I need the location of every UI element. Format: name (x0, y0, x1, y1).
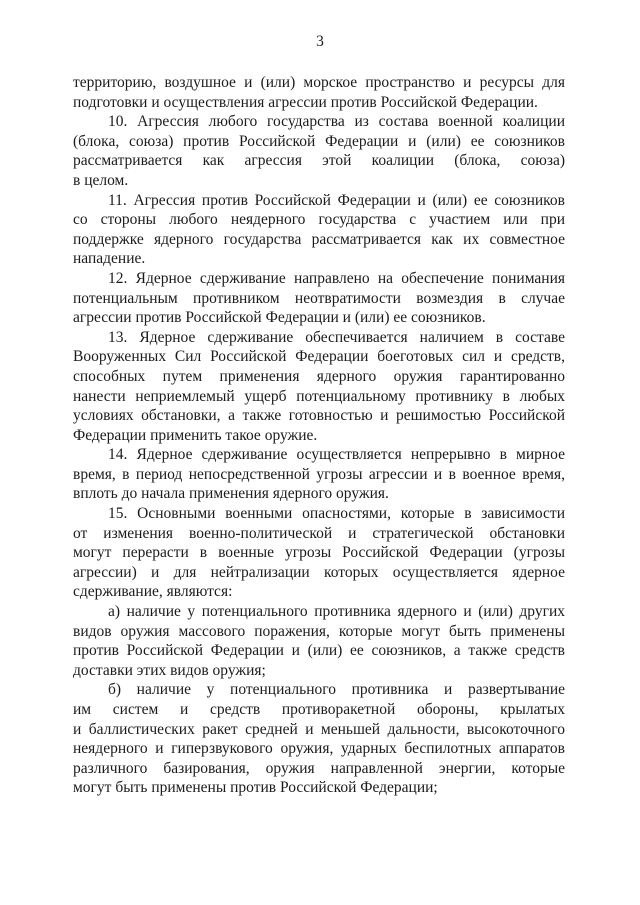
text-line: Федерации применить такое оружие. (73, 426, 318, 444)
text-line: доставки этих видов оружия; (73, 661, 266, 679)
document-body (73, 73, 565, 798)
text-line: сдерживание, являются: (73, 583, 233, 601)
page-number: 3 (316, 33, 324, 50)
text-line: агрессии против Российской Федерации и (или) ее союзников. (73, 309, 486, 327)
text-line: способных путем применения ядерного оружия гарантированно (73, 367, 565, 385)
text-line: против Российской Федерации и (или) ее союзников, а также средств (73, 642, 565, 660)
paragraph (73, 602, 565, 680)
text-line: в целом. (73, 171, 129, 189)
text-line: им систем и средств противоракетной обороны, крылатых (73, 701, 565, 718)
text-line: 10. Агрессия любого государства из состава военной коалиции (108, 113, 565, 131)
text-line: могут перерасти в военные угрозы Российской Федерации (угрозы (73, 544, 565, 562)
text-line: территорию, воздушное и (или) морское пространство и ресурсы для (73, 74, 565, 91)
text-line: б) наличие у потенциального противника и развертывание (108, 681, 565, 699)
text-line: 11. Агрессия против Российской Федерации и (или) ее союзников (108, 191, 565, 209)
text-line: подготовки и осуществления агрессии против Российской Федерации. (73, 93, 538, 111)
text-line: со стороны любого неядерного государства с участием или при (73, 211, 565, 229)
paragraph (73, 73, 565, 112)
text-line: рассматривается как агрессия этой коалиции (блока, союза) (73, 152, 565, 170)
paragraph (73, 504, 565, 602)
text-line: агрессии) и для нейтрализации которых осуществляется ядерное (73, 563, 565, 581)
text-line: вплоть до начала применения ядерного оружия. (73, 485, 389, 503)
text-line: условиях обстановки, а также готовностью и решимостью Российской (73, 407, 565, 425)
text-line: 12. Ядерное сдерживание направлено на обеспечение понимания (108, 269, 565, 287)
paragraph (73, 269, 565, 328)
paragraph (73, 445, 565, 504)
text-line: видов оружия массового поражения, которые могут быть применены (73, 622, 565, 640)
text-line: неядерного и гиперзвукового оружия, ударных беспилотных аппаратов (73, 740, 565, 758)
text-line: различного базирования, оружия направленной энергии, которые (73, 759, 565, 777)
text-line: от изменения военно-политической и стратегической обстановки (73, 524, 565, 542)
text-line: потенциальным противником неотвратимости возмездия в случае (73, 289, 565, 307)
text-line: могут быть применены против Российской Федерации; (73, 779, 438, 797)
paragraph (73, 680, 565, 798)
text-line: время, в период непосредственной угрозы агрессии и в военное время, (73, 465, 565, 483)
text-line: 14. Ядерное сдерживание осуществляется непрерывно в мирное (108, 446, 565, 464)
text-line: а) наличие у потенциального противника ядерного и (или) других (108, 603, 565, 621)
text-line: 13. Ядерное сдерживание обеспечивается наличием в составе (108, 328, 565, 346)
text-line: нападение. (73, 250, 146, 268)
text-line: нанести неприемлемый ущерб потенциальному противнику в любых (73, 387, 565, 405)
text-line: Вооруженных Сил Российской Федерации боеготовых сил и средств, (73, 348, 565, 366)
paragraph (73, 112, 565, 190)
text-line: поддержке ядерного государства рассматривается как их совместное (73, 230, 565, 248)
paragraph (73, 328, 565, 446)
text-line: (блока, союза) против Российской Федерации и (или) ее союзников (73, 132, 565, 150)
text-line: 15. Основными военными опасностями, которые в зависимости (108, 505, 565, 523)
paragraph (73, 191, 565, 269)
text-line: и баллистических ракет средней и меньшей дальности, высокоточного (73, 720, 565, 738)
